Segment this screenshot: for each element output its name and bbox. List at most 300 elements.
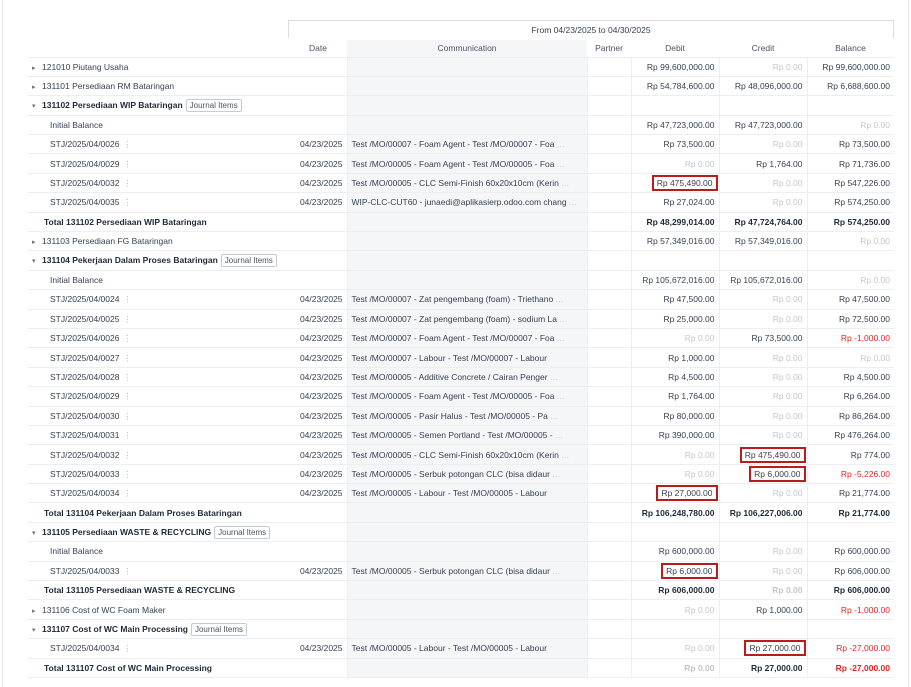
initial-balance-row [28,115,894,134]
date-cell [283,561,347,580]
move-ref-cell[interactable] [28,309,283,328]
communication-cell [347,619,587,638]
move-reference-link[interactable]: STJ/2025/04/0029 [50,158,120,169]
balance-amount: Rp 6,688,600.00 [827,81,890,92]
journal-line-row[interactable] [28,328,894,347]
caret-right-icon[interactable]: ▸ [32,84,36,92]
account-name[interactable]: 131104 Pekerjaan Dalam Proses Bataringan [42,255,218,266]
ellipsis-icon: … [556,158,565,169]
line-date: 04/23/2025 [299,294,343,305]
debit-cell [631,57,719,76]
ellipsis-icon: … [560,178,570,189]
credit-cell [719,290,807,309]
credit-cell [719,464,807,483]
journal-line-row[interactable] [28,425,894,444]
partner-cell [587,542,631,561]
period-header: From 04/23/2025 to 04/30/2025 [288,20,894,38]
credit-cell [719,154,807,173]
ellipsis-icon: … [556,391,565,402]
partner-cell [587,212,631,231]
move-reference-link[interactable]: STJ/2025/04/0024 [50,294,120,305]
debit-cell [631,232,719,251]
balance-amount: Rp 47,500.00 [838,294,890,305]
kebab-menu-icon[interactable]: ⋮ [123,411,132,421]
debit-cell [631,270,719,289]
debit-amount: Rp 48,299,014.00 [646,216,715,227]
total-label: Total 131107 Cost of WC Main Processing [44,662,212,673]
move-reference-link[interactable]: STJ/2025/04/0026 [50,333,120,344]
debit-amount: Rp 54,784,600.00 [646,81,715,92]
initial-balance-label: Initial Balance [50,546,103,557]
credit-amount: Rp 47,723,000.00 [734,119,803,130]
debit-amount: Rp 99,600,000.00 [646,61,715,72]
line-communication: Test /MO/00007 - Foam Agent - Test /MO/00007 - Foa [351,139,555,150]
move-reference-link[interactable]: STJ/2025/04/0033 [50,468,120,479]
date-cell [283,193,347,212]
balance-amount: Rp -1,000.00 [840,333,890,344]
debit-cell [631,367,719,386]
account-group-row[interactable] [28,96,894,115]
credit-amount: Rp 0.00 [772,546,803,557]
journal-line-row[interactable] [28,639,894,658]
account-name[interactable]: 131101 Persediaan RM Bataringan [42,81,175,92]
move-ref-cell[interactable] [28,173,283,192]
line-date: 04/23/2025 [299,197,343,208]
initial-balance-label-cell [28,270,283,289]
partner-cell [587,57,631,76]
header-credit[interactable]: Credit [719,40,807,57]
total-label: Total 131102 Persediaan WIP Bataringan [44,216,207,227]
credit-cell [719,193,807,212]
credit-amount: Rp 1,764.00 [756,158,803,169]
partner-cell [587,387,631,406]
credit-amount: Rp 0.00 [772,197,803,208]
credit-cell [719,542,807,561]
journal-items-button[interactable]: Journal Items [191,623,247,636]
balance-cell [807,425,894,444]
move-ref-cell[interactable] [28,561,283,580]
credit-cell [719,484,807,503]
account-group-row[interactable] [28,522,894,541]
ellipsis-icon: … [556,139,565,150]
date-cell [283,600,347,619]
line-communication: Test /MO/00005 - Additive Concrete / Cairan Penger [351,371,548,382]
balance-cell [807,484,894,503]
journal-line-row[interactable] [28,367,894,386]
balance-amount: Rp 774.00 [850,449,890,460]
account-row[interactable] [28,76,894,95]
balance-cell [807,542,894,561]
debit-amount: Rp 106,248,780.00 [641,507,715,518]
caret-down-icon[interactable]: ▾ [32,529,36,537]
balance-cell [807,445,894,464]
balance-cell [807,290,894,309]
communication-cell [347,270,587,289]
debit-cell [631,348,719,367]
line-communication: Test /MO/00005 - Serbuk potongan CLC (bisa didaur [351,468,550,479]
debit-amount: Rp 27,024.00 [663,197,715,208]
credit-cell [719,503,807,522]
kebab-menu-icon[interactable]: ⋮ [123,314,132,324]
debit-cell [631,406,719,425]
debit-cell [631,581,719,600]
account-name[interactable]: 131103 Persediaan FG Bataringan [42,236,173,247]
communication-cell [347,193,587,212]
debit-cell [631,425,719,444]
debit-cell [631,522,719,541]
credit-cell [719,309,807,328]
credit-amount: Rp 1,000.00 [756,604,803,615]
date-cell [283,309,347,328]
move-ref-cell[interactable] [28,193,283,212]
account-name[interactable]: 121010 Piutang Usaha [42,61,129,72]
journal-line-row[interactable] [28,406,894,425]
initial-balance-label: Initial Balance [50,274,103,285]
account-name-cell[interactable] [28,232,283,251]
communication-cell [347,484,587,503]
debit-cell [631,290,719,309]
caret-down-icon[interactable]: ▾ [32,258,36,266]
credit-cell [719,173,807,192]
partner-cell [587,154,631,173]
journal-line-row[interactable] [28,387,894,406]
ellipsis-icon: … [551,565,561,576]
ellipsis-icon: … [560,449,570,460]
line-date: 04/23/2025 [299,391,343,402]
debit-cell [631,619,719,638]
header-balance[interactable]: Balance [807,40,894,57]
debit-amount: Rp 0.00 [684,333,715,344]
balance-amount: Rp 547,226.00 [834,178,890,189]
balance-cell [807,135,894,154]
line-communication: WIP-CLC-CUT60 - junaedi@aplikasierp.odoo.com chang [351,197,567,208]
credit-amount: Rp 0.00 [772,294,803,305]
journal-line-row[interactable] [28,173,894,192]
kebab-menu-icon[interactable]: ⋮ [123,489,132,499]
move-reference-link[interactable]: STJ/2025/04/0027 [50,352,120,363]
kebab-menu-icon[interactable]: ⋮ [123,353,132,363]
account-name-cell[interactable] [28,57,283,76]
kebab-menu-icon[interactable]: ⋮ [123,372,132,382]
account-row[interactable] [28,600,894,619]
debit-cell [631,484,719,503]
ellipsis-icon: … [556,333,565,344]
partner-cell [587,290,631,309]
move-ref-cell[interactable] [28,348,283,367]
line-communication: Test /MO/00005 - Serbuk potongan CLC (bisa didaur [351,565,550,576]
account-group-row[interactable] [28,251,894,270]
debit-amount: Rp 0.00 [684,449,715,460]
journal-line-row[interactable] [28,309,894,328]
date-cell [283,406,347,425]
header-account [28,40,283,57]
account-name-cell[interactable] [28,251,283,270]
journal-line-row[interactable] [28,464,894,483]
balance-amount: Rp 606,000.00 [834,565,890,576]
credit-amount: Rp 0.00 [772,488,803,499]
move-reference-link[interactable]: STJ/2025/04/0028 [50,371,120,382]
journal-line-row[interactable] [28,348,894,367]
account-name-cell[interactable] [28,522,283,541]
credit-cell [719,522,807,541]
kebab-menu-icon[interactable]: ⋮ [123,295,132,305]
date-cell [283,290,347,309]
journal-items-button[interactable]: Journal Items [221,254,277,267]
credit-cell [719,367,807,386]
debit-amount: Rp 4,500.00 [668,371,715,382]
balance-cell [807,309,894,328]
partner-cell [587,367,631,386]
journal-items-button[interactable]: Journal Items [214,526,270,539]
debit-amount: Rp 47,500.00 [663,294,715,305]
line-date: 04/23/2025 [299,643,343,654]
header-debit[interactable]: Debit [631,40,719,57]
move-reference-link[interactable]: STJ/2025/04/0035 [50,197,120,208]
kebab-menu-icon[interactable]: ⋮ [123,334,132,344]
partner-cell [587,309,631,328]
debit-amount: Rp 73,500.00 [663,139,715,150]
communication-cell [347,76,587,95]
move-reference-link[interactable]: STJ/2025/04/0030 [50,410,120,421]
line-communication: Test /MO/00005 - Pasir Halus - Test /MO/00005 - Pa [351,410,548,421]
communication-cell [347,367,587,386]
credit-amount: Rp 0.00 [772,391,803,402]
date-cell [283,387,347,406]
balance-cell [807,619,894,638]
credit-amount: Rp 0.00 [772,410,803,421]
kebab-menu-icon[interactable]: ⋮ [123,431,132,441]
ellipsis-icon: … [559,313,568,324]
journal-line-row[interactable] [28,290,894,309]
move-ref-cell[interactable] [28,639,283,658]
move-ref-cell[interactable] [28,484,283,503]
move-ref-cell[interactable] [28,406,283,425]
move-ref-cell[interactable] [28,464,283,483]
balance-amount: Rp 574,250.00 [834,197,890,208]
balance-cell [807,173,894,192]
account-name[interactable]: 131102 Persediaan WIP Bataringan [42,99,183,110]
credit-amount: Rp 475,490.00 [744,449,801,460]
debit-cell [631,76,719,95]
date-cell [283,522,347,541]
balance-amount: Rp -27,000.00 [836,643,890,654]
account-name[interactable]: 131106 Cost of WC Foam Maker [42,604,166,615]
partner-cell [587,600,631,619]
date-cell [283,425,347,444]
partner-cell [587,503,631,522]
partner-cell [587,581,631,600]
move-reference-link[interactable]: STJ/2025/04/0029 [50,391,120,402]
kebab-menu-icon[interactable]: ⋮ [123,566,132,576]
ellipsis-icon: … [549,410,559,421]
date-cell [283,154,347,173]
debit-cell [631,328,719,347]
move-reference-link[interactable]: STJ/2025/04/0034 [50,488,120,499]
journal-items-button[interactable]: Journal Items [186,99,242,112]
communication-cell [347,542,587,561]
line-communication: Test /MO/00005 - Foam Agent - Test /MO/00005 - Foa [351,391,555,402]
balance-cell [807,76,894,95]
initial-balance-row [28,542,894,561]
kebab-menu-icon[interactable]: ⋮ [123,179,132,189]
journal-line-row[interactable] [28,193,894,212]
credit-amount: Rp 0.00 [772,565,803,576]
partner-cell [587,193,631,212]
balance-amount: Rp 574,250.00 [833,216,890,227]
debit-amount: Rp 0.00 [684,158,715,169]
table-header-row [28,40,894,57]
debit-cell [631,639,719,658]
ledger-table [28,40,894,678]
date-cell [283,503,347,522]
journal-line-row[interactable] [28,484,894,503]
header-communication[interactable]: Communication [347,40,587,57]
balance-cell [807,348,894,367]
move-ref-cell[interactable] [28,290,283,309]
move-ref-cell[interactable] [28,367,283,386]
account-name[interactable]: 131107 Cost of WC Main Processing [42,623,188,634]
credit-amount: Rp 0.00 [772,61,803,72]
move-reference-link[interactable]: STJ/2025/04/0026 [50,139,120,150]
move-reference-link[interactable]: STJ/2025/04/0032 [50,178,120,189]
date-cell [283,173,347,192]
line-communication: Test /MO/00005 - Labour - Test /MO/00005 - Labour [351,488,547,499]
account-name-cell[interactable] [28,619,283,638]
balance-cell [807,57,894,76]
credit-cell [719,619,807,638]
partner-cell [587,76,631,95]
line-date: 04/23/2025 [299,468,343,479]
date-cell [283,232,347,251]
account-name-cell[interactable] [28,600,283,619]
date-cell [283,619,347,638]
communication-cell [347,600,587,619]
move-ref-cell[interactable] [28,328,283,347]
balance-amount: Rp 99,600,000.00 [822,61,890,72]
debit-cell [631,96,719,115]
balance-amount: Rp 0.00 [860,236,890,247]
partner-cell [587,561,631,580]
partner-cell [587,348,631,367]
credit-cell [719,115,807,134]
move-reference-link[interactable]: STJ/2025/04/0032 [50,449,120,460]
balance-cell [807,193,894,212]
account-group-row[interactable] [28,619,894,638]
balance-amount: Rp 0.00 [860,119,890,130]
kebab-menu-icon[interactable]: ⋮ [123,159,132,169]
journal-line-row[interactable] [28,154,894,173]
credit-amount: Rp 47,724,764.00 [734,216,803,227]
kebab-menu-icon[interactable]: ⋮ [123,450,132,460]
partner-cell [587,96,631,115]
line-communication: Test /MO/00007 - Labour - Test /MO/00007 - Labour [351,352,547,363]
communication-cell [347,503,587,522]
line-communication: Test /MO/00005 - CLC Semi-Finish 60x20x10cm (Kerin [351,178,559,189]
balance-cell [807,115,894,134]
credit-amount: Rp 27,000.00 [750,662,803,673]
move-ref-cell[interactable] [28,445,283,464]
balance-cell [807,387,894,406]
debit-amount: Rp 0.00 [684,604,715,615]
kebab-menu-icon[interactable]: ⋮ [123,644,132,654]
kebab-menu-icon[interactable]: ⋮ [123,469,132,479]
communication-cell [347,348,587,367]
journal-line-row[interactable] [28,561,894,580]
journal-line-row[interactable] [28,135,894,154]
move-reference-link[interactable]: STJ/2025/04/0034 [50,643,120,654]
partner-cell [587,251,631,270]
line-communication: Test /MO/00007 - Foam Agent - Test /MO/00007 - Foa [351,333,555,344]
credit-amount: Rp 48,096,000.00 [734,81,803,92]
balance-cell [807,251,894,270]
account-name-cell[interactable] [28,96,283,115]
caret-down-icon[interactable]: ▾ [32,102,36,110]
partner-cell [587,115,631,134]
credit-amount: Rp 106,227,006.00 [729,507,803,518]
header-partner[interactable]: Partner [587,40,631,57]
total-label-cell [28,212,283,231]
kebab-menu-icon[interactable]: ⋮ [123,392,132,402]
partner-cell [587,425,631,444]
account-name[interactable]: 131105 Persediaan WASTE & RECYCLING [42,526,212,537]
journal-line-row[interactable] [28,445,894,464]
line-date: 04/23/2025 [299,158,343,169]
credit-cell [719,581,807,600]
balance-cell [807,232,894,251]
account-name-cell[interactable] [28,76,283,95]
caret-right-icon[interactable]: ▸ [32,607,36,615]
kebab-menu-icon[interactable]: ⋮ [123,198,132,208]
date-cell [283,328,347,347]
line-communication: Test /MO/00005 - Foam Agent - Test /MO/00005 - Foa [351,158,555,169]
move-ref-cell[interactable] [28,425,283,444]
debit-amount: Rp 390,000.00 [658,430,715,441]
caret-right-icon[interactable]: ▸ [32,239,36,247]
balance-cell [807,406,894,425]
balance-amount: Rp 606,000.00 [833,585,890,596]
communication-cell [347,251,587,270]
move-reference-link[interactable]: STJ/2025/04/0025 [50,313,120,324]
move-ref-cell[interactable] [28,154,283,173]
move-ref-cell[interactable] [28,387,283,406]
header-date[interactable]: Date [283,40,347,57]
move-reference-link[interactable]: STJ/2025/04/0033 [50,565,120,576]
partner-cell [587,270,631,289]
balance-amount: Rp 600,000.00 [834,546,890,557]
move-ref-cell[interactable] [28,135,283,154]
balance-cell [807,600,894,619]
date-cell [283,135,347,154]
debit-cell [631,135,719,154]
communication-cell [347,173,587,192]
debit-amount: Rp 1,000.00 [668,352,715,363]
date-cell [283,96,347,115]
line-date: 04/23/2025 [299,371,343,382]
caret-down-icon[interactable]: ▾ [32,626,36,634]
credit-cell [719,639,807,658]
balance-amount: Rp -27,000.00 [835,662,890,673]
credit-amount: Rp 6,000.00 [754,468,801,479]
kebab-menu-icon[interactable]: ⋮ [123,140,132,150]
total-label-cell [28,503,283,522]
credit-cell [719,76,807,95]
line-date: 04/23/2025 [299,565,343,576]
debit-amount: Rp 47,723,000.00 [646,119,715,130]
account-row[interactable] [28,57,894,76]
move-reference-link[interactable]: STJ/2025/04/0031 [50,430,120,441]
account-row[interactable] [28,232,894,251]
caret-right-icon[interactable]: ▸ [32,64,36,72]
